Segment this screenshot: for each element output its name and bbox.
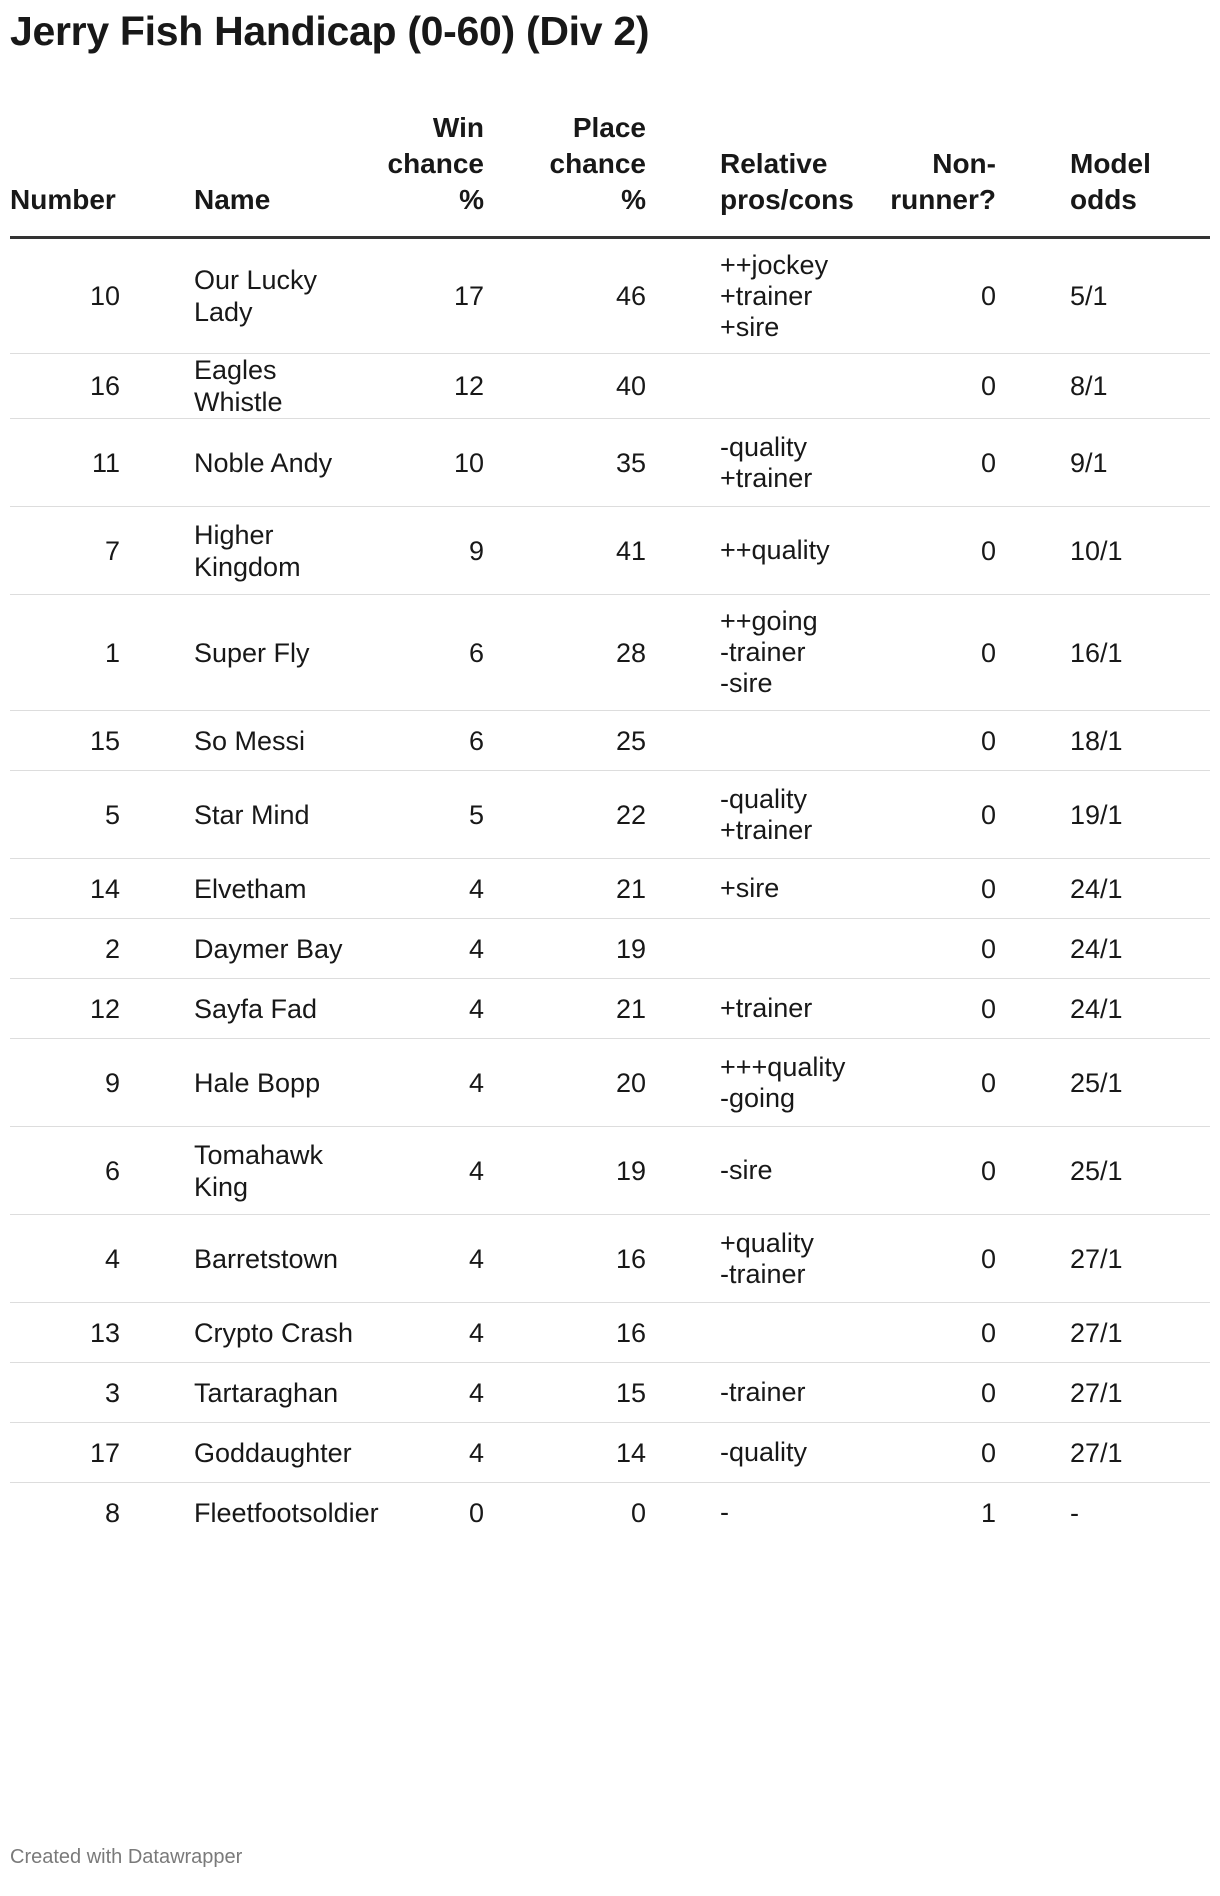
cell-model-odds: 24/1: [1006, 979, 1210, 1039]
cell-model-odds: 27/1: [1006, 1423, 1210, 1483]
column-header-line: %: [459, 184, 484, 215]
cell-model-odds: 16/1: [1006, 595, 1210, 711]
cell-non-runner: 0: [866, 419, 1006, 507]
page: [10, 0, 1210, 1896]
column-header-line: chance: [549, 148, 646, 179]
cell-name: Hale Bopp: [120, 1039, 376, 1127]
table-row: [10, 711, 1210, 771]
race-table: [10, 110, 1210, 1543]
cell-number-text: 16: [89, 371, 120, 401]
cell-model-odds: 27/1: [1006, 1363, 1210, 1423]
cell-number: [10, 507, 120, 595]
cell-non-runner: 0: [866, 1127, 1006, 1215]
cell-relative: ++jockey +trainer +sire: [656, 238, 866, 354]
cell-non-runner: 0: [866, 1215, 1006, 1303]
table-row: [10, 1127, 1210, 1215]
cell-relative: ++quality: [656, 507, 866, 595]
column-header-win-chance[interactable]: [376, 110, 494, 238]
table-row: [10, 419, 1210, 507]
cell-name: Barretstown: [120, 1215, 376, 1303]
cell-number-text: 6: [104, 1155, 120, 1186]
cell-place-chance: 22: [494, 771, 656, 859]
cell-number-text: 4: [104, 1243, 120, 1274]
cell-number: [10, 711, 120, 771]
cell-model-odds: 25/1: [1006, 1127, 1210, 1215]
cell-name: Star Mind: [120, 771, 376, 859]
table-body: [10, 238, 1210, 1543]
cell-win-chance: 4: [376, 1303, 494, 1363]
cell-name: Noble Andy: [120, 419, 376, 507]
cell-win-chance: 4: [376, 919, 494, 979]
cell-place-chance: 25: [494, 711, 656, 771]
cell-number-text: 14: [89, 873, 120, 904]
cell-relative: -quality +trainer: [656, 771, 866, 859]
cell-name: Crypto Crash: [120, 1303, 376, 1363]
cell-relative: +++quality -going: [656, 1039, 866, 1127]
table-row: [10, 1483, 1210, 1543]
column-header-place-chance[interactable]: [494, 110, 656, 238]
cell-relative: -trainer: [656, 1363, 866, 1423]
table-row: [10, 595, 1210, 711]
credit-footer: Created with Datawrapper: [10, 1846, 243, 1868]
cell-name: Elvetham: [120, 859, 376, 919]
cell-name: Goddaughter: [120, 1423, 376, 1483]
cell-win-chance: 4: [376, 1127, 494, 1215]
cell-non-runner: 0: [866, 1039, 1006, 1127]
page-title: Jerry Fish Handicap (0-60) (Div 2): [10, 8, 650, 54]
cell-non-runner: 0: [866, 595, 1006, 711]
cell-place-chance: 41: [494, 507, 656, 595]
cell-number-text: 12: [89, 993, 120, 1024]
cell-relative: -quality +trainer: [656, 419, 866, 507]
column-header-line: pros/cons: [720, 184, 854, 215]
cell-number: [10, 771, 120, 859]
cell-model-odds: 9/1: [1006, 419, 1210, 507]
cell-place-chance: 40: [494, 354, 656, 419]
column-header-line: %: [621, 184, 646, 215]
cell-non-runner: 0: [866, 1303, 1006, 1363]
cell-number-text: 8: [104, 1497, 120, 1528]
cell-win-chance: 4: [376, 1363, 494, 1423]
cell-number: [10, 1363, 120, 1423]
cell-relative: +trainer: [656, 979, 866, 1039]
cell-relative: [656, 1303, 866, 1363]
table-container: [10, 110, 1210, 1800]
cell-win-chance: 4: [376, 979, 494, 1039]
cell-number-text: 3: [104, 1377, 120, 1408]
cell-number: [10, 1127, 120, 1215]
cell-model-odds: -: [1070, 1497, 1079, 1528]
cell-number: [10, 1483, 120, 1543]
cell-number-text: 11: [91, 447, 120, 478]
column-header-relative[interactable]: [656, 110, 866, 238]
column-header-number[interactable]: [10, 110, 120, 238]
cell-place-chance: 14: [494, 1423, 656, 1483]
cell-name: So Messi: [120, 711, 376, 771]
cell-win-chance: 17: [376, 238, 494, 354]
cell-relative: -quality: [656, 1423, 866, 1483]
cell-name: Daymer Bay: [120, 919, 376, 979]
cell-number-text: 10: [89, 281, 120, 311]
cell-number: [10, 419, 120, 507]
cell-number: [10, 595, 120, 711]
cell-non-runner: 0: [866, 1363, 1006, 1423]
column-header-line: Model: [1070, 148, 1151, 179]
cell-model-odds: 18/1: [1006, 711, 1210, 771]
cell-place-chance: 0: [630, 1497, 646, 1528]
table-row: [10, 507, 1210, 595]
cell-non-runner: 0: [866, 711, 1006, 771]
cell-win-chance: 10: [376, 419, 494, 507]
column-header-name[interactable]: [120, 110, 376, 238]
cell-number: [10, 1303, 120, 1363]
cell-non-runner: 0: [866, 979, 1006, 1039]
cell-name: Tartaraghan: [120, 1363, 376, 1423]
cell-number: [10, 859, 120, 919]
cell-non-runner: 0: [866, 771, 1006, 859]
column-header-line: Non-: [932, 148, 996, 179]
cell-model-odds: 27/1: [1006, 1303, 1210, 1363]
cell-non-runner: 1: [980, 1497, 996, 1528]
column-header-line: odds: [1070, 184, 1137, 215]
cell-number: [10, 1215, 120, 1303]
cell-number: [10, 354, 120, 419]
cell-win-chance: 5: [376, 771, 494, 859]
cell-name: Fleetfootsoldier: [194, 1497, 379, 1528]
cell-number-text: 5: [104, 799, 120, 830]
cell-name: Our Lucky Lady: [120, 238, 376, 354]
cell-model-odds: 19/1: [1006, 771, 1210, 859]
cell-win-chance: 6: [376, 595, 494, 711]
cell-number: [10, 979, 120, 1039]
column-header-line: runner?: [890, 184, 996, 215]
cell-name: Higher Kingdom: [120, 507, 376, 595]
cell-name: Tomahawk King: [120, 1127, 376, 1215]
cell-relative: [656, 919, 866, 979]
table-row: [10, 919, 1210, 979]
column-header-line: Relative: [720, 148, 828, 179]
table-row: [10, 1039, 1210, 1127]
cell-model-odds: 8/1: [1006, 354, 1210, 419]
cell-place-chance: 16: [494, 1303, 656, 1363]
cell-relative: -sire: [656, 1127, 866, 1215]
table-row: [10, 979, 1210, 1039]
column-header-line: Win: [432, 112, 484, 143]
cell-non-runner: 0: [866, 859, 1006, 919]
column-header-line: Number: [10, 184, 116, 215]
cell-model-odds: 24/1: [1006, 859, 1210, 919]
cell-number-text: 2: [104, 933, 120, 964]
cell-model-odds: 27/1: [1006, 1215, 1210, 1303]
cell-win-chance: 4: [376, 1215, 494, 1303]
cell-number-text: 13: [89, 1317, 120, 1348]
column-header-line: Place: [572, 112, 646, 143]
table-row: [10, 1423, 1210, 1483]
cell-place-chance: 35: [494, 419, 656, 507]
cell-place-chance: 16: [494, 1215, 656, 1303]
cell-relative: -: [720, 1497, 729, 1528]
table-row: [10, 238, 1210, 354]
cell-model-odds: 10/1: [1006, 507, 1210, 595]
table-row: [10, 771, 1210, 859]
cell-place-chance: 20: [494, 1039, 656, 1127]
cell-number-text: 17: [89, 1437, 120, 1468]
cell-relative: ++going -trainer -sire: [656, 595, 866, 711]
cell-win-chance: 6: [376, 711, 494, 771]
cell-name: Super Fly: [120, 595, 376, 711]
cell-place-chance: 19: [494, 1127, 656, 1215]
cell-place-chance: 46: [494, 238, 656, 354]
table-row: [10, 859, 1210, 919]
cell-relative: [656, 711, 866, 771]
cell-non-runner: 0: [866, 507, 1006, 595]
cell-place-chance: 21: [494, 859, 656, 919]
cell-relative: +quality -trainer: [656, 1215, 866, 1303]
cell-number: [10, 919, 120, 979]
table-row: [10, 1215, 1210, 1303]
column-header-model-odds[interactable]: [1006, 110, 1210, 238]
column-header-line: chance: [387, 148, 484, 179]
table-row: [10, 1303, 1210, 1363]
cell-number: [10, 1423, 120, 1483]
cell-model-odds: 24/1: [1006, 919, 1210, 979]
cell-name: Sayfa Fad: [120, 979, 376, 1039]
table-row: [10, 1363, 1210, 1423]
cell-non-runner: 0: [866, 919, 1006, 979]
cell-place-chance: 21: [494, 979, 656, 1039]
cell-relative: +sire: [656, 859, 866, 919]
cell-non-runner: 0: [866, 354, 1006, 419]
cell-model-odds: 25/1: [1006, 1039, 1210, 1127]
cell-non-runner: 0: [866, 238, 1006, 354]
cell-place-chance: 19: [494, 919, 656, 979]
cell-number-text: 1: [104, 637, 120, 668]
cell-number: [10, 238, 120, 354]
cell-non-runner: 0: [866, 1423, 1006, 1483]
cell-place-chance: 28: [494, 595, 656, 711]
cell-win-chance: 9: [376, 507, 494, 595]
column-header-line: Name: [194, 184, 271, 215]
header-row: [10, 110, 1210, 238]
cell-name: Eagles Whistle: [120, 354, 376, 419]
cell-number-text: 7: [104, 535, 120, 566]
cell-number: [10, 1039, 120, 1127]
cell-win-chance: 4: [376, 1039, 494, 1127]
cell-win-chance: 12: [376, 354, 494, 419]
cell-relative: [656, 354, 866, 419]
cell-number-text: 9: [104, 1067, 120, 1098]
table-row: [10, 354, 1210, 419]
cell-win-chance: 4: [376, 1423, 494, 1483]
column-header-non-runner[interactable]: [866, 110, 1006, 238]
cell-model-odds: 5/1: [1006, 238, 1210, 354]
cell-number-text: 15: [89, 725, 120, 756]
table-header: [10, 110, 1210, 238]
cell-win-chance: 4: [376, 859, 494, 919]
cell-place-chance: 15: [494, 1363, 656, 1423]
cell-win-chance: 0: [468, 1497, 484, 1528]
